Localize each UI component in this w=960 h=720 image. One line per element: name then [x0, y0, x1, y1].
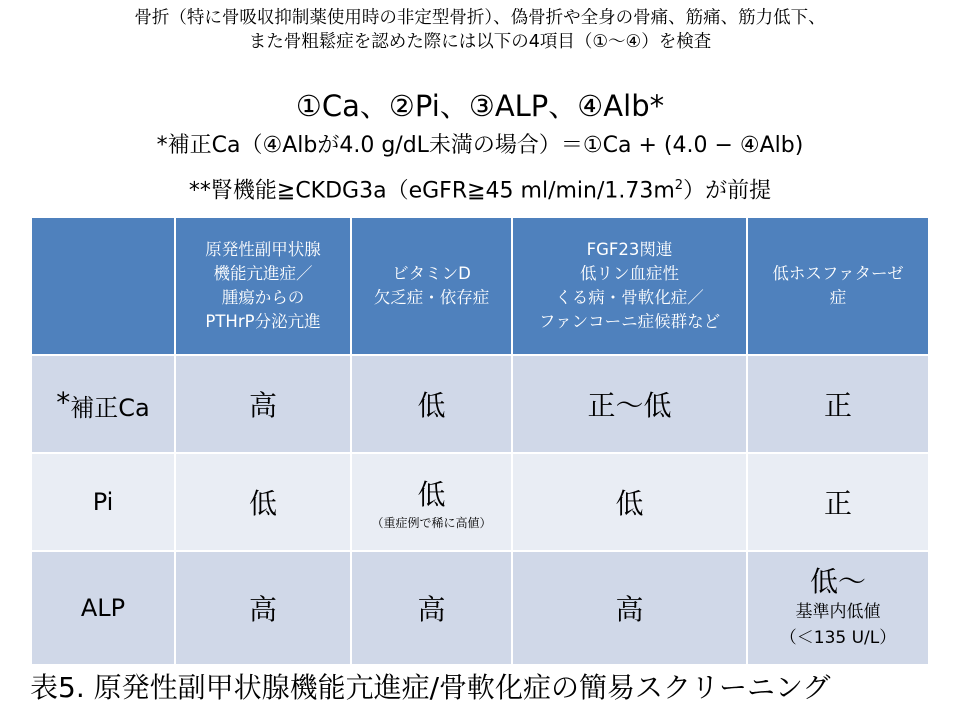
table-row-alp — [31, 551, 929, 665]
renal-prefix: **腎機能≧CKDG3a（eGFR≧45 ml/min/1.73m — [188, 178, 675, 204]
header-line: ファンコーニ症候群など — [538, 312, 721, 331]
cell-pi-vitd — [351, 453, 512, 551]
header-line: 機能亢進症／ — [213, 264, 313, 283]
row-label-alp: ALP — [31, 551, 175, 665]
header-fgf23-hypophosphatemia — [512, 217, 747, 355]
asterisk-mark: * — [56, 385, 71, 419]
cell-pi-vitd-note: （重症例で稀に高値） — [371, 516, 492, 530]
row-label-pi: Pi — [31, 453, 175, 551]
table-row-pi — [31, 453, 929, 551]
cell-alp-hpp-note-2: （＜135 U/L） — [779, 628, 897, 648]
cell-alp-hpp — [747, 551, 929, 665]
cell-ca-phpt: 高 — [175, 355, 351, 453]
header-line: ビタミンD — [392, 264, 471, 283]
cell-pi-hpp: 正 — [747, 453, 929, 551]
corrected-ca-formula: *補正Ca（④Albが4.0 g/dL未満の場合）＝①Ca + (4.0 − ④Alb) — [156, 133, 804, 158]
cell-alp-hpp-value: 低～ — [809, 565, 866, 598]
renal-suffix: ）が前提 — [683, 178, 772, 204]
intro-line-1: 骨折（特に骨吸収抑制薬使用時の非定型骨折）、偽骨折や全身の骨痛、筋痛、筋力低下、 — [134, 8, 826, 28]
test-parameters: ①Ca、②Pi、③ALP、④Alb* — [295, 89, 665, 123]
header-line: 原発性副甲状腺 — [205, 240, 321, 259]
header-line: FGF23関連 — [586, 240, 673, 259]
cell-pi-vitd-value: 低 — [417, 478, 446, 511]
header-line: PTHrP分泌亢進 — [205, 312, 321, 331]
table-row-corrected-ca — [31, 355, 929, 453]
cell-alp-phpt: 高 — [175, 551, 351, 665]
cell-ca-hpp: 正 — [747, 355, 929, 453]
cell-pi-phpt: 低 — [175, 453, 351, 551]
screening-table — [30, 216, 930, 666]
header-line: 腫瘍からの — [221, 288, 305, 307]
header-corner — [31, 217, 175, 355]
header-primary-hyperparathyroidism — [175, 217, 351, 355]
cell-alp-fgf23: 高 — [512, 551, 747, 665]
header-line: 欠乏症・依存症 — [373, 288, 490, 307]
intro-text — [0, 6, 960, 54]
header-line: くる病・骨軟化症／ — [555, 288, 704, 307]
table-caption: 表5. 原発性副甲状腺機能亢進症/骨軟化症の簡易スクリーニング — [30, 671, 831, 704]
cell-ca-vitd: 低 — [351, 355, 512, 453]
cell-alp-hpp-note-1: 基準内低値 — [795, 602, 881, 622]
cell-pi-fgf23: 低 — [512, 453, 747, 551]
intro-line-2: また骨粗鬆症を認めた際には以下の4項目（①〜④）を検査 — [248, 32, 712, 52]
header-line: 症 — [829, 288, 847, 307]
header-hypophosphatasia — [747, 217, 929, 355]
header-line: 低リン血症性 — [580, 264, 679, 283]
row-label-corrected-ca — [31, 355, 175, 453]
row-label-text: 補正Ca — [70, 393, 150, 422]
cell-ca-fgf23: 正～低 — [512, 355, 747, 453]
renal-sup: 2 — [674, 178, 684, 193]
header-vitamin-d-deficiency — [351, 217, 512, 355]
table-header-row — [31, 217, 929, 355]
cell-alp-vitd: 高 — [351, 551, 512, 665]
renal-function-premise — [0, 170, 960, 207]
header-line: 低ホスファターゼ — [772, 264, 904, 283]
